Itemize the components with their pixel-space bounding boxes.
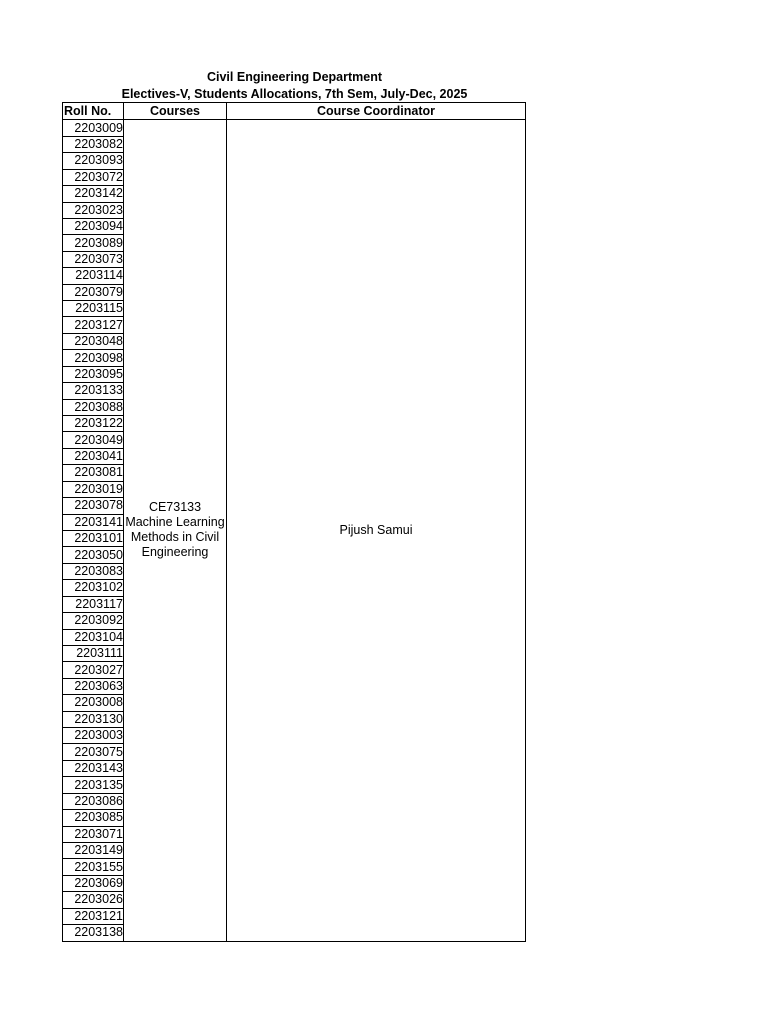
roll-number-cell: 2203095 (63, 366, 124, 382)
roll-number-cell: 2203149 (63, 842, 124, 858)
roll-number-cell: 2203130 (63, 711, 124, 727)
department-title: Civil Engineering Department (206, 70, 383, 84)
roll-number-cell: 2203086 (63, 793, 124, 809)
roll-number-cell: 2203111 (63, 645, 124, 661)
roll-number-cell: 2203155 (63, 859, 124, 875)
roll-number-cell: 2203003 (63, 728, 124, 744)
roll-number-cell: 2203114 (63, 268, 124, 284)
roll-number-cell: 2203079 (63, 284, 124, 300)
roll-number-cell: 2203063 (63, 678, 124, 694)
roll-number-cell: 2203092 (63, 613, 124, 629)
roll-number-cell: 2203089 (63, 235, 124, 251)
roll-number-cell: 2203135 (63, 777, 124, 793)
roll-number-cell: 2203101 (63, 530, 124, 546)
roll-number-cell: 2203082 (63, 136, 124, 152)
roll-number-cell: 2203048 (63, 333, 124, 349)
roll-no-header: Roll No. (63, 103, 124, 120)
roll-number-cell: 2203009 (63, 120, 124, 136)
course-coordinator-header: Course Coordinator (227, 103, 526, 120)
course-cell (124, 120, 227, 941)
roll-number-cell: 2203072 (63, 169, 124, 185)
roll-number-cell: 2203069 (63, 875, 124, 891)
course-line: Engineering (141, 545, 209, 560)
allocation-table (62, 102, 526, 942)
roll-number-cell: 2203050 (63, 547, 124, 563)
roll-number-cell: 2203049 (63, 432, 124, 448)
roll-number-cell: 2203023 (63, 202, 124, 218)
course-line: Methods in Civil (130, 530, 220, 545)
roll-number-cell: 2203117 (63, 596, 124, 612)
roll-number-cell: 2203027 (63, 662, 124, 678)
roll-number-cell: 2203078 (63, 498, 124, 514)
courses-header: Courses (124, 103, 227, 120)
table-header-row (63, 103, 526, 120)
roll-number-cell: 2203008 (63, 695, 124, 711)
roll-number-cell: 2203127 (63, 317, 124, 333)
roll-number-cell: 2203121 (63, 908, 124, 924)
roll-number-cell: 2203142 (63, 186, 124, 202)
roll-number-cell: 2203115 (63, 301, 124, 317)
roll-number-cell: 2203143 (63, 760, 124, 776)
roll-number-cell: 2203041 (63, 448, 124, 464)
roll-number-cell: 2203083 (63, 563, 124, 579)
course-line: Machine Learning (125, 515, 225, 530)
roll-number-cell: 2203071 (63, 826, 124, 842)
roll-number-cell: 2203098 (63, 350, 124, 366)
roll-number-cell: 2203104 (63, 629, 124, 645)
course-line: CE73133 (148, 500, 202, 515)
roll-number-cell: 2203138 (63, 925, 124, 941)
roll-number-cell: 2203133 (63, 383, 124, 399)
roll-number-cell: 2203081 (63, 465, 124, 481)
roll-number-cell: 2203026 (63, 892, 124, 908)
allocation-subtitle: Electives-V, Students Allocations, 7th Sem, July-Dec, 2025 (121, 87, 468, 101)
roll-number-cell: 2203093 (63, 153, 124, 169)
roll-number-cell: 2203085 (63, 810, 124, 826)
roll-number-cell: 2203075 (63, 744, 124, 760)
roll-number-cell: 2203019 (63, 481, 124, 497)
course-coordinator-cell: Pijush Samui (227, 120, 526, 941)
roll-number-cell: 2203088 (63, 399, 124, 415)
roll-number-cell: 2203102 (63, 580, 124, 596)
table-row (63, 120, 526, 136)
roll-number-cell: 2203073 (63, 251, 124, 267)
roll-number-cell: 2203094 (63, 218, 124, 234)
allocation-table-body (63, 120, 526, 941)
roll-number-cell: 2203141 (63, 514, 124, 530)
roll-number-cell: 2203122 (63, 416, 124, 432)
